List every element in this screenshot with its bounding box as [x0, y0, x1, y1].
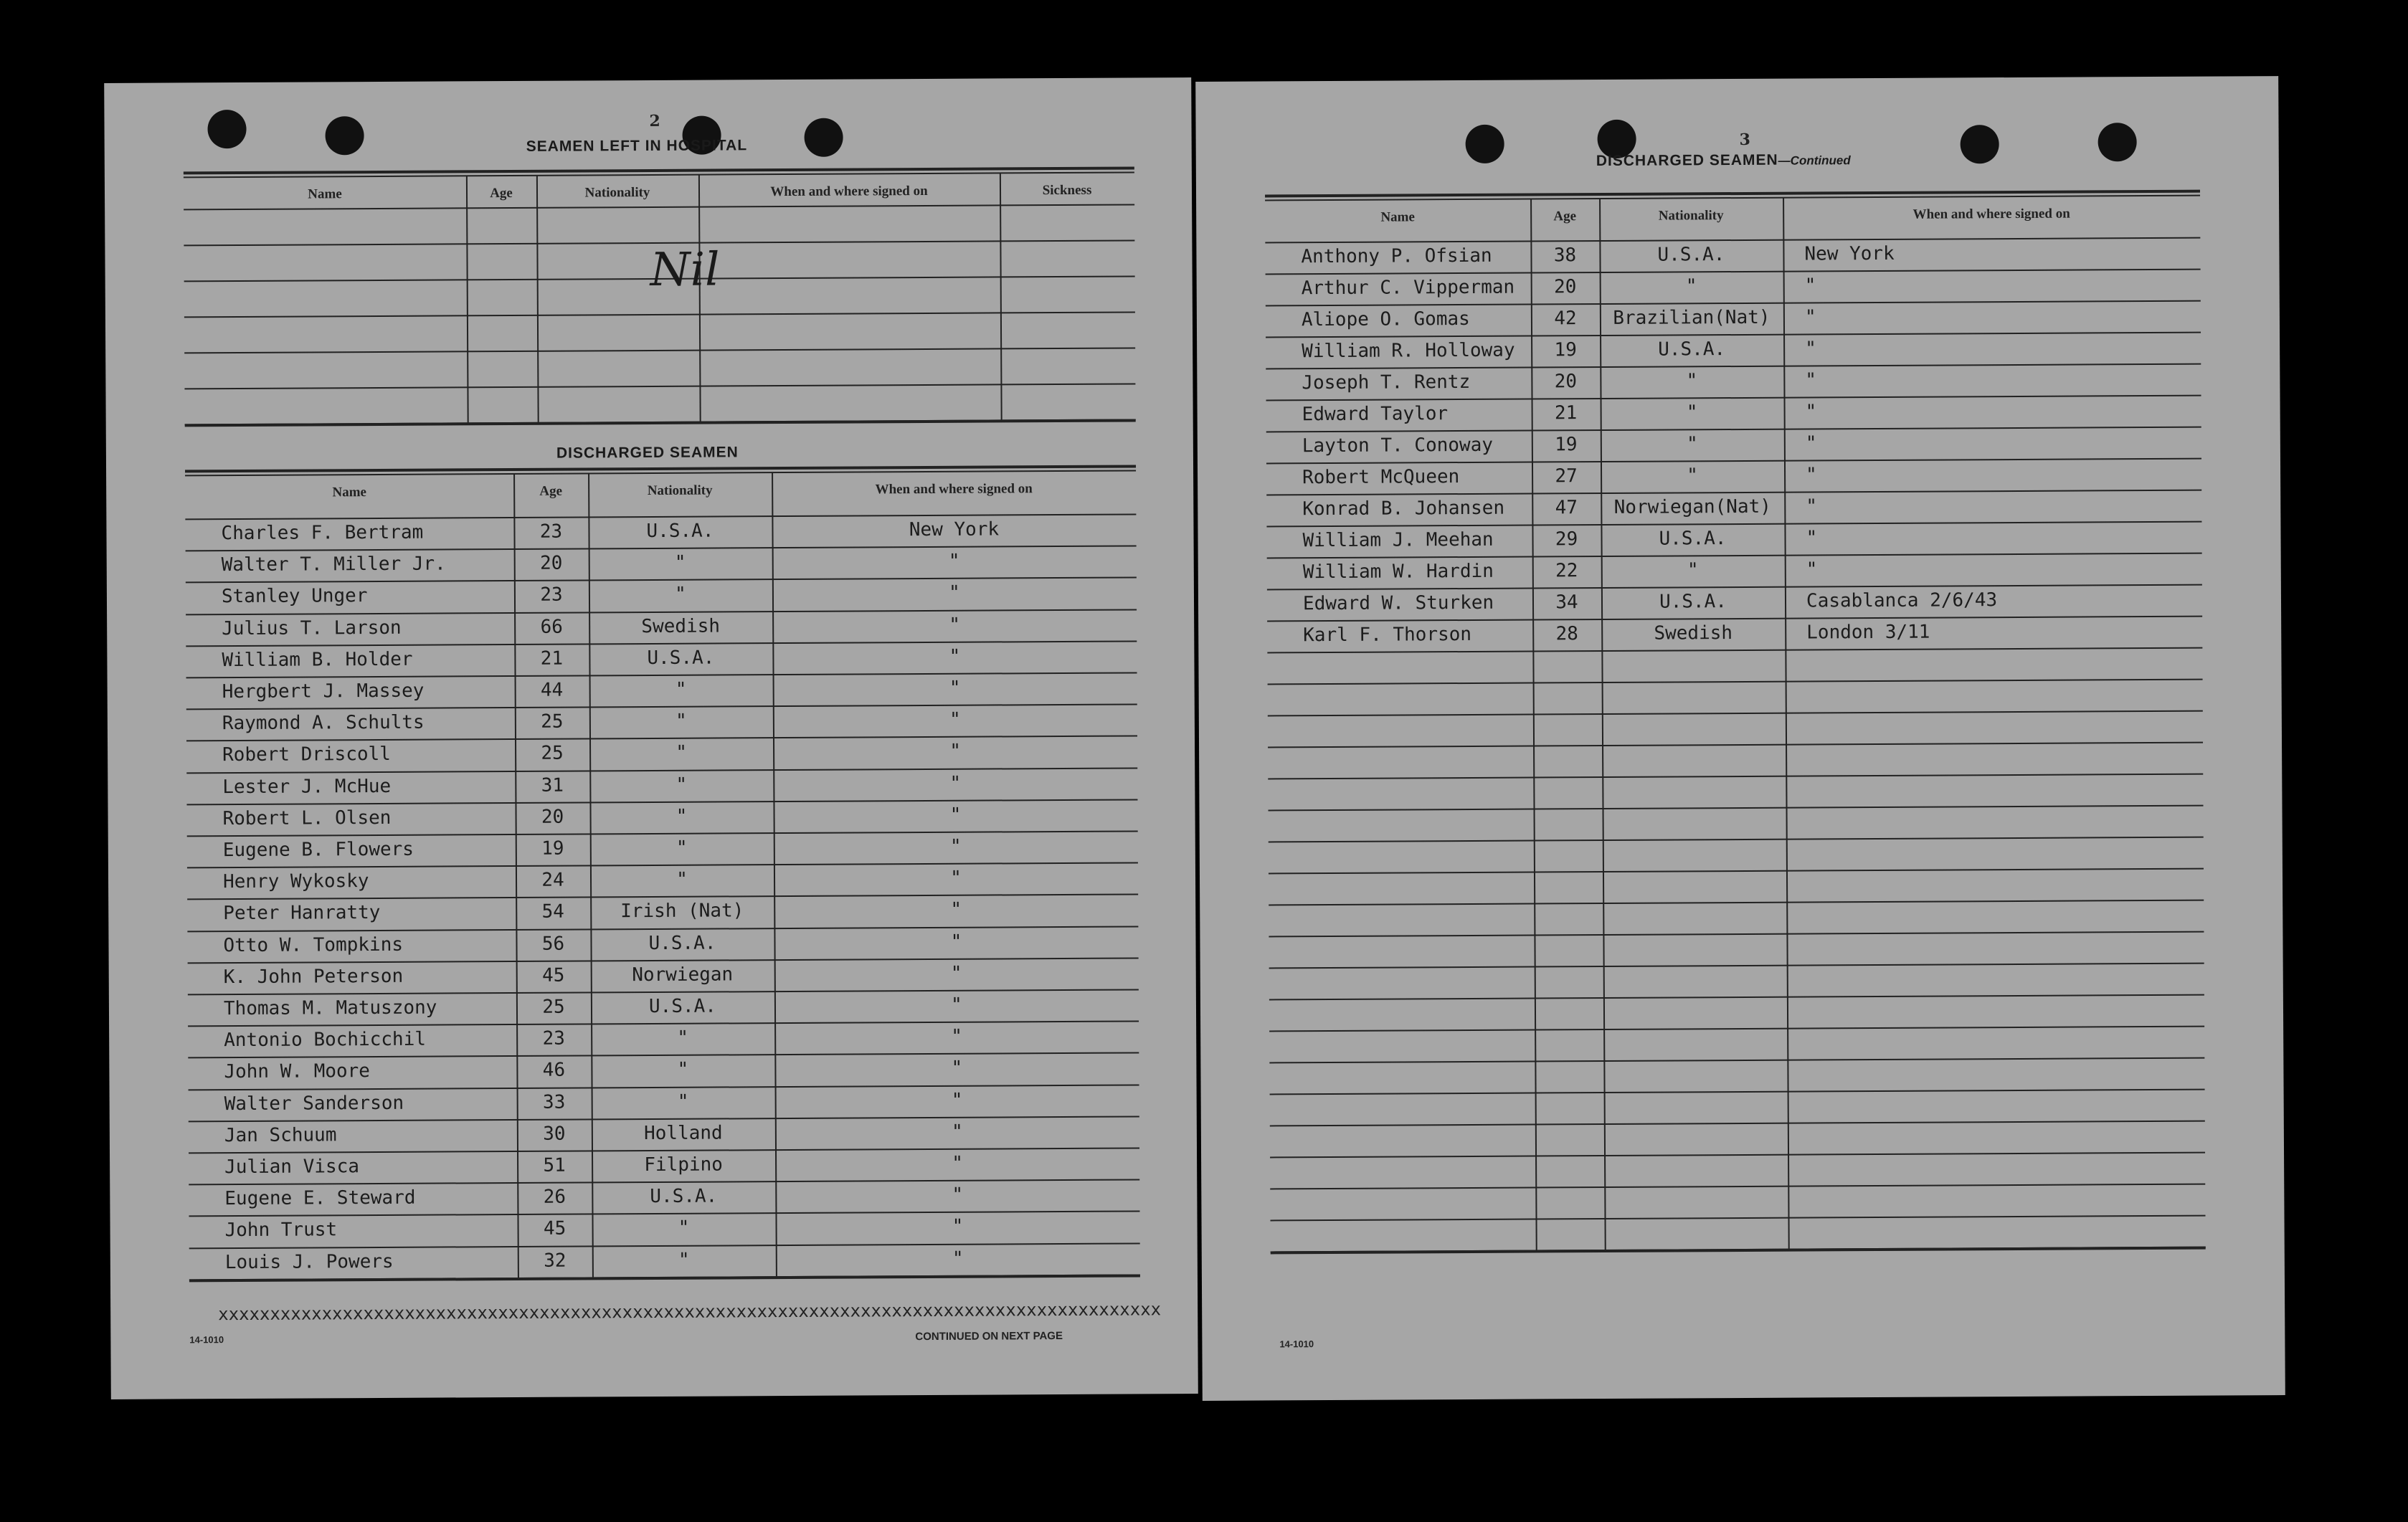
- cell-age: 25: [542, 996, 565, 1018]
- cell-age: 20: [539, 552, 563, 574]
- cell-age: 30: [543, 1123, 566, 1145]
- nil-entry: Nil: [650, 243, 720, 297]
- cell-age: 44: [540, 679, 564, 701]
- cell-age: 21: [540, 647, 564, 670]
- cell-signed_on: ": [1806, 527, 1818, 549]
- cell-nationality: U.S.A.: [646, 520, 714, 543]
- cell-age: 66: [540, 616, 563, 638]
- cell-name: William W. Hardin: [1302, 560, 1494, 584]
- column-header: Age: [539, 483, 563, 499]
- cell-age: 46: [542, 1060, 566, 1082]
- cell-nationality: U.S.A.: [1658, 338, 1726, 361]
- cell-nationality: ": [677, 1090, 689, 1113]
- cell-signed_on: ": [951, 994, 962, 1016]
- cell-age: 25: [541, 743, 564, 765]
- cell-name: Jan Schuum: [224, 1124, 337, 1146]
- page-number: 2: [649, 111, 660, 131]
- row-rule: [1269, 837, 2204, 843]
- cell-nationality: Swedish: [641, 615, 721, 637]
- row-rule: [1266, 363, 2201, 370]
- cell-nationality: U.S.A.: [650, 1185, 718, 1208]
- row-rule: [1270, 1121, 2205, 1127]
- cell-nationality: Filpino: [644, 1154, 723, 1176]
- cell-nationality: U.S.A.: [648, 995, 716, 1018]
- column-divider: [536, 176, 539, 422]
- cell-signed_on: ": [950, 931, 962, 953]
- strike-through-row: xxxxxxxxxxxxxxxxxxxxxxxxxxxxxxxxxxxxxxxxxxxxxxxxxxxxxxxxxxxxxxxxxxxxxxxxxxxxxxxxxxxxxxxxxxx: [218, 1299, 1162, 1325]
- cell-signed_on: ": [1805, 464, 1817, 486]
- cell-name: William B. Holder: [222, 648, 413, 671]
- cell-nationality: ": [675, 710, 687, 733]
- cell-name: Anthony P. Ofsian: [1301, 244, 1492, 268]
- cell-name: K. John Peterson: [223, 965, 404, 988]
- cell-name: Konrad B. Johansen: [1302, 497, 1505, 520]
- cell-signed_on: ": [949, 835, 962, 857]
- cell-name: John W. Moore: [224, 1060, 371, 1083]
- cell-age: 28: [1555, 623, 1578, 645]
- cell-signed_on: ": [949, 614, 961, 636]
- cell-name: Robert Driscoll: [222, 743, 392, 766]
- cell-name: Otto W. Tompkins: [223, 933, 404, 956]
- cell-nationality: Norwiegan(Nat): [1613, 495, 1771, 518]
- row-rule: [1266, 458, 2201, 465]
- cell-age: 38: [1553, 244, 1577, 267]
- row-rule: [1271, 1215, 2206, 1222]
- cell-age: 51: [543, 1154, 566, 1176]
- cell-signed_on: Casablanca 2/6/43: [1806, 589, 1998, 612]
- cell-age: 45: [543, 1218, 567, 1240]
- title-main: DISCHARGED SEAMEN: [1596, 151, 1778, 170]
- cell-nationality: U.S.A.: [1659, 528, 1727, 550]
- row-rule: [1270, 1184, 2205, 1190]
- row-rule: [1269, 994, 2204, 1001]
- cell-age: 20: [541, 806, 564, 828]
- continued-note: CONTINUED ON NEXT PAGE: [915, 1330, 1063, 1343]
- row-rule: [184, 383, 1135, 389]
- cell-name: William J. Meehan: [1302, 528, 1494, 552]
- cell-signed_on: ": [1806, 558, 1818, 581]
- hospital-section-title: SEAMEN LEFT IN HOSPITAL: [526, 137, 748, 155]
- cell-age: 26: [543, 1186, 567, 1208]
- discharged-section-title: DISCHARGED SEAMEN: [556, 444, 739, 462]
- cell-name: Edward W. Sturken: [1302, 591, 1494, 615]
- cell-signed_on: ": [951, 1057, 963, 1080]
- cell-age: 32: [544, 1250, 567, 1272]
- cell-age: 47: [1555, 497, 1578, 519]
- cell-signed_on: ": [1804, 306, 1816, 328]
- right-page: [1195, 76, 2285, 1401]
- cell-signed_on: ": [949, 582, 960, 604]
- cell-signed_on: ": [950, 867, 962, 890]
- punch-hole: [207, 110, 246, 148]
- column-header: When and where signed on: [1912, 206, 2070, 222]
- cell-name: Eugene B. Flowers: [222, 838, 414, 862]
- column-header: Age: [1553, 209, 1577, 224]
- row-rule: [1269, 805, 2204, 812]
- cell-name: Henry Wykosky: [222, 870, 369, 893]
- punch-hole: [804, 118, 843, 157]
- header-rule: [184, 204, 1134, 210]
- row-rule: [1267, 616, 2202, 622]
- cell-nationality: ": [676, 837, 688, 859]
- cell-signed_on: ": [950, 899, 962, 921]
- cell-signed_on: ": [949, 772, 962, 794]
- row-rule: [184, 311, 1135, 318]
- cell-name: Lester J. McHue: [222, 775, 392, 798]
- cell-nationality: U.S.A.: [648, 932, 716, 954]
- punch-hole: [2098, 123, 2137, 161]
- cell-signed_on: ": [951, 1089, 963, 1111]
- cell-name: Thomas M. Matuszony: [223, 997, 437, 1020]
- cell-signed_on: ": [951, 1121, 963, 1143]
- cell-nationality: ": [1687, 559, 1699, 581]
- cell-signed_on: ": [1805, 369, 1817, 391]
- column-header: Name: [308, 186, 342, 202]
- cell-signed_on: ": [1806, 495, 1818, 518]
- cell-name: Robert McQueen: [1302, 466, 1460, 489]
- cell-signed_on: ": [952, 1247, 964, 1270]
- cell-nationality: ": [676, 742, 688, 764]
- cell-signed_on: ": [951, 1025, 963, 1048]
- cell-name: Peter Hanratty: [223, 902, 381, 925]
- title-suffix: —Continued: [1778, 153, 1851, 168]
- cell-nationality: ": [675, 678, 687, 700]
- column-divider: [1000, 173, 1002, 419]
- cell-signed_on: ": [948, 550, 960, 573]
- table-bottom-rule: [1271, 1247, 2206, 1255]
- row-rule: [1266, 490, 2201, 496]
- column-header: Name: [1380, 209, 1415, 225]
- cell-name: Stanley Unger: [221, 585, 368, 608]
- cell-nationality: Irish (Nat): [620, 900, 744, 923]
- row-rule: [1266, 521, 2201, 528]
- punch-hole: [1466, 125, 1504, 163]
- cell-nationality: ": [678, 1249, 690, 1271]
- cell-signed_on: ": [949, 708, 961, 731]
- cell-nationality: ": [1687, 465, 1698, 487]
- cell-name: Julian Visca: [224, 1156, 360, 1179]
- cell-nationality: ": [674, 551, 686, 574]
- left-page: [104, 77, 1198, 1399]
- cell-nationality: ": [1686, 433, 1698, 455]
- cell-age: 54: [541, 901, 565, 923]
- cell-name: Julius T. Larson: [222, 617, 402, 639]
- cell-name: Karl F. Thorson: [1303, 623, 1472, 647]
- column-header: Name: [332, 485, 366, 500]
- cell-nationality: ": [675, 584, 686, 606]
- cell-age: 20: [1554, 371, 1578, 393]
- cell-age: 19: [541, 837, 564, 860]
- cell-age: 27: [1555, 465, 1578, 487]
- row-rule: [1269, 900, 2204, 906]
- cell-nationality: U.S.A.: [647, 647, 715, 669]
- cell-name: Walter Sanderson: [224, 1092, 404, 1115]
- table-bottom-rule: [189, 1274, 1140, 1282]
- row-rule: [1266, 269, 2201, 275]
- column-divider: [466, 176, 469, 422]
- cell-signed_on: ": [952, 1184, 964, 1206]
- row-rule: [1268, 774, 2203, 780]
- cell-signed_on: ": [1805, 401, 1817, 423]
- cell-signed_on: ": [949, 741, 962, 763]
- cell-name: Joseph T. Rentz: [1302, 371, 1471, 394]
- cell-age: 21: [1554, 402, 1578, 424]
- cell-nationality: U.S.A.: [1659, 591, 1727, 613]
- cell-name: Robert L. Olsen: [222, 807, 392, 829]
- cell-signed_on: London 3/11: [1806, 621, 1930, 644]
- cell-nationality: ": [678, 1217, 690, 1240]
- cell-name: Layton T. Conoway: [1302, 434, 1494, 457]
- cell-age: 33: [542, 1091, 566, 1113]
- cell-age: 22: [1555, 560, 1578, 582]
- discharged-continued-title: [1596, 151, 1851, 170]
- cell-nationality: ": [1685, 275, 1697, 298]
- column-header: Nationality: [1658, 208, 1724, 224]
- row-rule: [1270, 1089, 2205, 1095]
- cell-name: Charles F. Bertram: [221, 521, 424, 545]
- cell-age: 19: [1555, 434, 1578, 456]
- cell-age: 24: [541, 869, 564, 891]
- cell-signed_on: ": [952, 1152, 964, 1174]
- row-rule: [1267, 584, 2202, 591]
- cell-name: Walter T. Miller Jr.: [221, 553, 446, 576]
- cell-age: 23: [539, 520, 563, 543]
- cell-name: Hergbert J. Massey: [222, 680, 425, 703]
- cell-nationality: ": [676, 774, 688, 796]
- cell-nationality: U.S.A.: [1657, 244, 1725, 266]
- cell-age: 19: [1554, 339, 1577, 361]
- row-rule: [1268, 710, 2203, 717]
- cell-nationality: Swedish: [1654, 622, 1733, 645]
- row-rule: [1266, 395, 2201, 401]
- cell-signed_on: New York: [909, 518, 1000, 541]
- cell-age: 23: [542, 1027, 565, 1050]
- cell-name: Antonio Bochicchil: [224, 1028, 427, 1052]
- form-number: 14-1010: [1279, 1338, 1314, 1350]
- cell-name: Aliope O. Gomas: [1301, 308, 1470, 331]
- column-header: Nationality: [647, 482, 713, 499]
- row-rule: [1269, 1026, 2204, 1032]
- cell-age: 31: [541, 774, 564, 796]
- cell-age: 23: [540, 584, 563, 607]
- cell-nationality: ": [677, 1027, 689, 1050]
- row-rule: [1266, 300, 2201, 307]
- cell-signed_on: ": [1805, 338, 1816, 360]
- column-header: When and where signed on: [875, 481, 1033, 498]
- row-rule: [1270, 1152, 2205, 1159]
- cell-signed_on: ": [952, 1216, 964, 1238]
- cell-age: 56: [541, 933, 565, 955]
- cell-nationality: Holland: [644, 1122, 723, 1144]
- cell-name: John Trust: [224, 1219, 338, 1242]
- column-header: Nationality: [584, 184, 650, 201]
- cell-name: Raymond A. Schults: [222, 711, 425, 735]
- cell-signed_on: ": [949, 645, 961, 667]
- cell-age: 42: [1554, 308, 1577, 330]
- cell-age: 20: [1553, 276, 1577, 298]
- cell-nationality: ": [676, 805, 688, 827]
- row-rule: [1269, 868, 2204, 875]
- cell-nationality: ": [676, 868, 688, 891]
- column-header: Sickness: [1042, 182, 1092, 199]
- cell-signed_on: ": [1804, 275, 1816, 297]
- cell-nationality: Norwiegan: [632, 964, 734, 986]
- row-rule: [1266, 332, 2201, 338]
- row-rule: [1266, 427, 2201, 433]
- cell-signed_on: ": [949, 804, 962, 826]
- column-header: Age: [490, 186, 513, 201]
- cell-age: 25: [541, 710, 564, 733]
- row-rule: [1269, 1057, 2204, 1064]
- cell-name: William R. Holloway: [1302, 339, 1515, 363]
- table-bottom-rule: [185, 419, 1136, 427]
- punch-hole: [325, 116, 364, 155]
- cell-signed_on: New York: [1804, 242, 1895, 265]
- cell-age: 34: [1555, 591, 1578, 614]
- cell-name: Louis J. Powers: [224, 1250, 394, 1273]
- cell-name: Edward Taylor: [1302, 403, 1449, 426]
- row-rule: [184, 347, 1135, 353]
- cell-signed_on: ": [1805, 432, 1817, 455]
- cell-name: Eugene E. Steward: [224, 1186, 416, 1210]
- row-rule: [1269, 963, 2204, 969]
- cell-nationality: Brazilian(Nat): [1613, 306, 1771, 329]
- column-divider: [698, 175, 701, 422]
- cell-signed_on: ": [950, 962, 962, 984]
- row-rule: [1269, 931, 2204, 938]
- header-rule: [1265, 237, 2200, 244]
- cell-nationality: ": [1686, 401, 1698, 424]
- column-header: When and where signed on: [770, 183, 928, 200]
- cell-age: 45: [541, 964, 565, 986]
- row-rule: [1268, 742, 2203, 748]
- cell-signed_on: ": [949, 677, 961, 699]
- page-number: 3: [1739, 130, 1751, 149]
- row-rule: [1267, 647, 2202, 654]
- cell-nationality: ": [677, 1059, 689, 1081]
- cell-age: 29: [1555, 528, 1578, 551]
- form-number: 14-1010: [189, 1334, 224, 1346]
- row-rule: [1268, 679, 2203, 685]
- punch-hole: [1961, 125, 1999, 163]
- cell-nationality: ": [1686, 370, 1698, 392]
- cell-name: Arthur C. Vipperman: [1301, 276, 1515, 300]
- row-rule: [1267, 553, 2202, 559]
